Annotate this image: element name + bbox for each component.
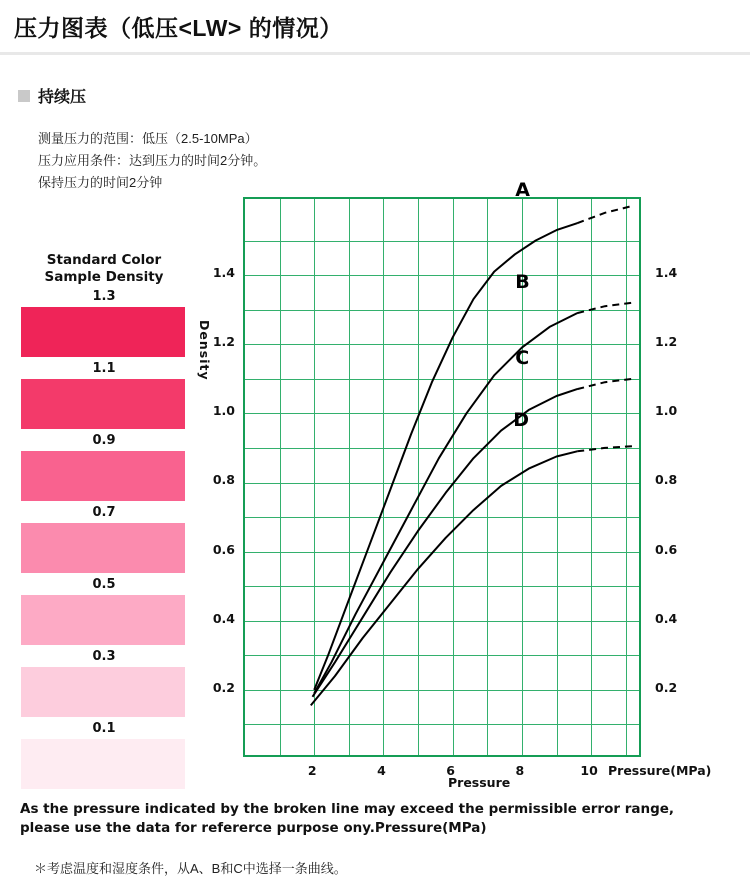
- curve-d-dashed: [577, 446, 632, 451]
- y-tick-left: 1.2: [212, 334, 235, 350]
- note-line-2: 压力应用条件：达到压力的时间2分钟。: [38, 153, 267, 168]
- curves-layer: [245, 199, 643, 759]
- x-tick: 8: [515, 763, 525, 778]
- swatch-item: [20, 720, 188, 790]
- swatch-value: 0.5: [92, 577, 116, 592]
- y-tick-left: 0.4: [212, 610, 235, 626]
- swatch-item: [20, 288, 188, 358]
- curve-b: [314, 313, 577, 693]
- y-tick-left: 0.8: [212, 472, 235, 488]
- swatch-item: [20, 504, 188, 574]
- swatch-item: [20, 576, 188, 646]
- x-tick: 10: [580, 763, 598, 778]
- curve-label-a: A: [515, 179, 530, 202]
- pressure-density-chart: [243, 179, 641, 757]
- swatch-list: [20, 288, 188, 790]
- note-line-1: 测量压力的范围：低压（2.5-10MPa）: [38, 131, 258, 146]
- swatch-value: 0.1: [92, 721, 116, 736]
- footer-note-cn: ＊考虑温度和湿度条件，从A、B和C中选择一条曲线。: [34, 861, 347, 876]
- curve-b-dashed: [577, 303, 632, 313]
- swatch-color-chip: [20, 378, 186, 430]
- curve-a-dashed: [577, 206, 632, 223]
- curve-d: [311, 451, 577, 705]
- bullet-square-icon: [18, 90, 30, 102]
- curve-label-b: B: [515, 271, 530, 294]
- y-tick-left: 1.0: [212, 403, 235, 419]
- swatch-value: 0.7: [92, 505, 116, 520]
- plot-area: [243, 197, 641, 757]
- y-tick-right: 0.8: [655, 472, 678, 488]
- x-tick: 6: [446, 763, 455, 778]
- swatch-value: 1.3: [92, 289, 116, 304]
- x-tick: 2: [307, 763, 317, 778]
- y-tick-right: 0.2: [655, 679, 678, 695]
- swatch-value: 0.3: [92, 649, 116, 664]
- y-axis-label: Density: [197, 320, 212, 381]
- section-label: 持续压: [38, 89, 87, 106]
- swatch-item: [20, 432, 188, 502]
- y-tick-left: 0.2: [212, 679, 235, 695]
- notes-block: [38, 128, 266, 194]
- x-axis-label: Pressure: [448, 775, 511, 790]
- standard-color-sample-panel: [20, 252, 188, 790]
- y-tick-right: 0.4: [655, 610, 678, 626]
- swatch-color-chip: [20, 522, 186, 574]
- section-header: [18, 84, 86, 107]
- swatch-color-chip: [20, 738, 186, 790]
- footer-note-line-2: please use the data for refererce purpose ony.Pressure(MPa): [20, 820, 487, 836]
- y-tick-left: 0.6: [212, 541, 235, 557]
- y-tick-right: 1.4: [655, 265, 678, 281]
- y-tick-right: 0.6: [655, 541, 678, 557]
- swatch-title-line-2: Sample Density: [44, 269, 164, 285]
- curve-c-dashed: [577, 379, 632, 389]
- page-title: 压力图表（低压<LW> 的情况）: [14, 15, 343, 41]
- swatch-color-chip: [20, 594, 186, 646]
- y-tick-right: 1.0: [655, 403, 678, 419]
- footer-note: [20, 800, 736, 838]
- swatch-item: [20, 648, 188, 718]
- swatch-color-chip: [20, 666, 186, 718]
- note-line-3: 保持压力的时间2分钟: [38, 175, 163, 190]
- footer-note-line-1: As the pressure indicated by the broken line may exceed the permissible error range,: [20, 801, 675, 817]
- swatch-color-chip: [20, 450, 186, 502]
- swatch-value: 1.1: [92, 361, 116, 376]
- y-tick-right: 1.2: [655, 334, 678, 350]
- x-tick: 4: [377, 763, 386, 778]
- swatch-item: [20, 360, 188, 430]
- swatch-color-chip: [20, 306, 186, 358]
- x-axis-unit-label: Pressure(MPa): [608, 763, 712, 778]
- swatch-title-line-1: Standard Color: [46, 252, 162, 268]
- curve-label-d: D: [513, 409, 530, 432]
- y-tick-left: 1.4: [212, 265, 235, 281]
- swatch-value: 0.9: [92, 433, 116, 448]
- curve-c: [313, 389, 578, 697]
- title-divider: [0, 52, 750, 55]
- swatch-panel-title: [20, 252, 188, 286]
- curve-label-c: C: [515, 347, 530, 370]
